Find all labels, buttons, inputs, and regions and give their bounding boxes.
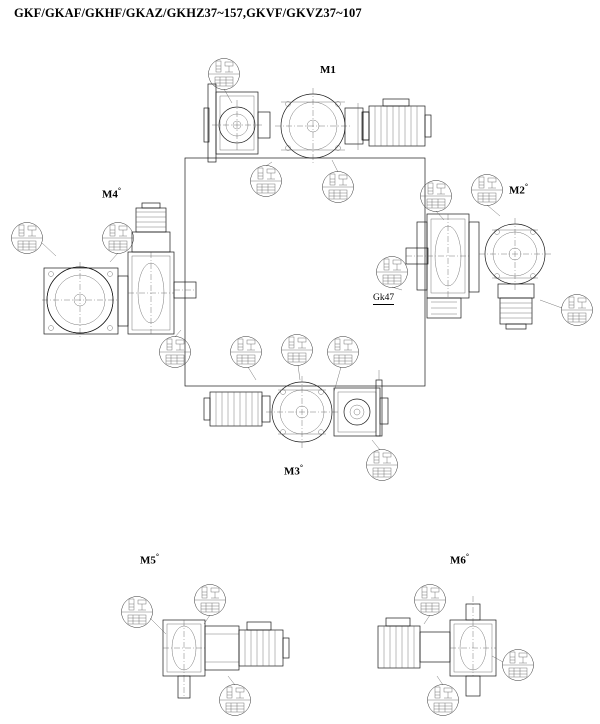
page-title: GKF/GKAF/GKHF/GKAZ/GKHZ37~157,GKVF/GKVZ37~107: [14, 6, 362, 20]
assembly-m1: [204, 84, 431, 164]
oil-plug-bubble: [421, 181, 452, 212]
oil-plug-bubble: [472, 175, 503, 206]
oil-plug-bubble: [12, 223, 43, 254]
oil-plug-bubble: [377, 257, 408, 288]
label-m3: M3°: [284, 463, 304, 478]
oil-plug-bubble: [328, 337, 359, 368]
assembly-m6: [378, 596, 496, 696]
oil-plug-bubble: [103, 223, 134, 254]
center-reference-frame: [185, 158, 425, 386]
oil-plug-bubble: [323, 172, 354, 203]
label-m2: M2°: [509, 182, 529, 197]
oil-plug-bubble: [428, 685, 459, 716]
assembly-m2: [406, 214, 551, 329]
oil-plug-bubble: [282, 335, 313, 366]
label-m4: M4°: [102, 186, 122, 201]
oil-plug-bubble: [503, 650, 534, 681]
oil-plug-bubble: [122, 597, 153, 628]
oil-plug-bubble: [220, 685, 251, 716]
oil-plug-bubbles: [12, 59, 593, 716]
assembly-m3: [204, 370, 388, 448]
gk47-note: Gk47: [373, 293, 395, 303]
assembly-m5: [163, 620, 289, 698]
oil-plug-bubble: [415, 585, 446, 616]
label-m5: M5°: [140, 552, 160, 567]
oil-plug-bubble: [209, 59, 240, 90]
oil-plug-bubble: [195, 585, 226, 616]
label-m1: M1: [320, 64, 336, 76]
label-m6: M6°: [450, 552, 470, 567]
oil-plug-bubble: [367, 450, 398, 481]
oil-plug-bubble: [562, 295, 593, 326]
oil-plug-bubble: [251, 166, 282, 197]
oil-plug-bubble: [160, 337, 191, 368]
leader-lines: [42, 89, 562, 685]
assembly-m4: [42, 203, 196, 338]
oil-plug-bubble: [231, 337, 262, 368]
